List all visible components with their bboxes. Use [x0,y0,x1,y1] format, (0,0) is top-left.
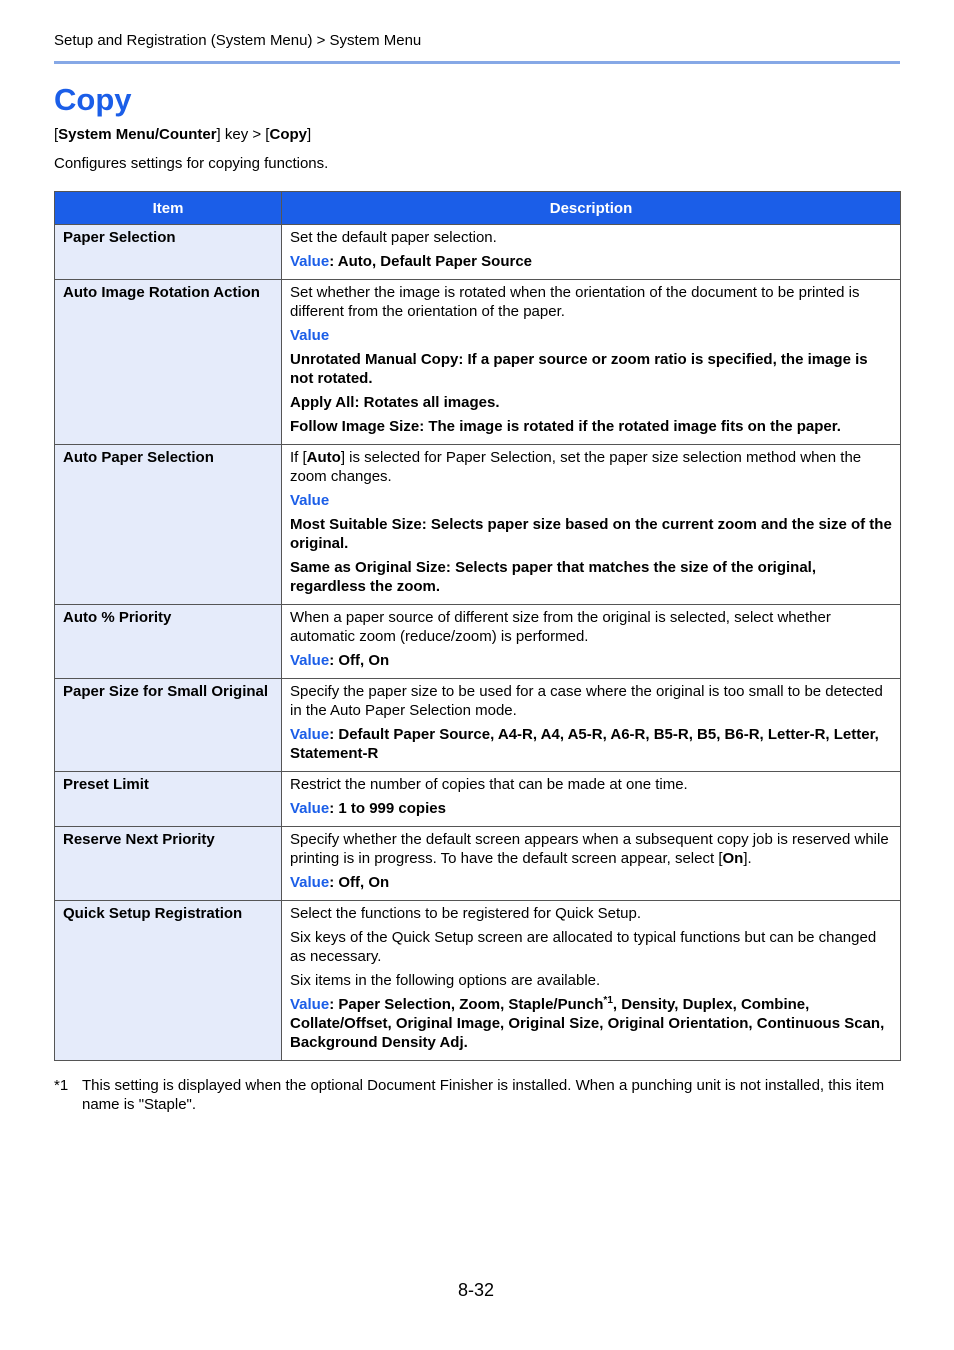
item-cell: Preset Limit [55,772,282,827]
value-option: Apply All: Rotates all images. [290,394,500,411]
footnote [54,1076,900,1114]
description-cell [282,679,901,772]
settings-table [54,191,901,1061]
value-text: : Paper Selection, Zoom, Staple/Punch [329,996,604,1013]
value-text: , Density, Duplex, Combine, Collate/Offset, Original Image, Original Size, Original Orientation, Continuous Scan, Background Density Adj. [290,996,885,1051]
description-text: Specify the paper size to be used for a case where the original is too small to be detected in the Auto Paper Selection mode. [290,683,883,719]
value-line [290,873,892,892]
value-line [290,252,892,271]
item-cell: Paper Selection [55,225,282,280]
table-row [55,901,901,1061]
value-label: Value [290,652,330,669]
value-line [290,725,892,763]
value-label: Value [290,327,330,344]
description-text: Set the default paper selection. [290,229,497,246]
description-text: Set whether the image is rotated when the orientation of the document to be printed is different from the orientation of the paper. [290,284,860,320]
description-text-part: ]. [743,850,752,867]
breadcrumb: Setup and Registration (System Menu) > System Menu [54,32,422,49]
value-text: : 1 to 999 copies [329,800,446,817]
description-text: Select the functions to be registered for Quick Setup. [290,905,642,922]
description-text-part: Specify whether the default screen appears when a subsequent copy job is reserved while printing is in progress. To have the default screen appear, select [ [290,831,889,867]
description-cell [282,445,901,605]
value-label: Value [290,253,330,270]
menu-path [54,126,311,143]
path-bracket-close: ] [306,126,312,143]
description-cell [282,901,901,1061]
value-option: Same as Original Size: Selects paper that matches the size of the original, regardless the zoom. [290,559,816,595]
description-cell [282,605,901,679]
path-separator: ] key > [ [216,126,270,143]
table-row [55,679,901,772]
value-label: Value [290,492,330,509]
page-number: 8-32 [458,1280,495,1300]
footnote-mark: *1 [54,1077,69,1094]
description-key: On [722,850,744,867]
header-divider [54,61,900,64]
value-option: Follow Image Size: The image is rotated if the rotated image fits on the paper. [290,418,841,435]
intro-text: Configures settings for copying functions. [54,155,329,172]
table-row [55,280,901,445]
value-option: Unrotated Manual Copy: If a paper source or zoom ratio is specified, the image is not rotated. [290,351,868,387]
item-cell: Auto Paper Selection [55,445,282,605]
path-key-system-menu: System Menu/Counter [58,126,217,143]
value-label: Value [290,726,330,743]
table-row [55,827,901,901]
table-header-row [55,192,901,225]
value-text: : Off, On [329,874,390,891]
footnote-reference: *1 [603,995,613,1006]
column-header-item: Item [55,192,282,225]
description-key: Auto [306,449,341,466]
path-bracket-open: [ [54,126,59,143]
description-cell [282,827,901,901]
page-title: Copy [54,82,132,117]
value-option: Most Suitable Size: Selects paper size based on the current zoom and the size of the original. [290,516,892,552]
table-row [55,605,901,679]
footnote-text: This setting is displayed when the optional Document Finisher is installed. When a punching unit is not installed, this item name is "Staple". [82,1077,885,1113]
value-label: Value [290,874,330,891]
path-key-copy: Copy [269,126,307,143]
value-label: Value [290,996,330,1013]
description-text: Restrict the number of copies that can be made at one time. [290,776,688,793]
value-line [290,651,892,670]
value-line [290,995,892,1052]
table-row [55,225,901,280]
description-text [290,830,892,868]
description-text: Six items in the following options are available. [290,972,601,989]
description-text-part: ] is selected for Paper Selection, set the paper size selection method when the zoom changes. [290,449,862,485]
description-text-part: If [ [290,449,307,466]
item-cell: Auto Image Rotation Action [55,280,282,445]
description-text: When a paper source of different size from the original is selected, select whether automatic zoom (reduce/zoom) is performed. [290,609,831,645]
item-cell: Reserve Next Priority [55,827,282,901]
value-label: Value [290,800,330,817]
value-text: : Off, On [329,652,390,669]
table-row [55,445,901,605]
value-text: : Auto, Default Paper Source [329,253,533,270]
value-text: : Default Paper Source, A4-R, A4, A5-R, A6-R, B5-R, B5, B6-R, Letter-R, Letter, Statement-R [290,726,879,762]
table-row [55,772,901,827]
description-text: Six keys of the Quick Setup screen are allocated to typical functions but can be changed as necessary. [290,929,877,965]
description-text [290,448,892,486]
item-cell: Paper Size for Small Original [55,679,282,772]
description-cell [282,225,901,280]
column-header-description: Description [282,192,901,225]
description-cell [282,772,901,827]
item-cell: Auto % Priority [55,605,282,679]
description-cell [282,280,901,445]
item-cell: Quick Setup Registration [55,901,282,1061]
value-line [290,799,892,818]
